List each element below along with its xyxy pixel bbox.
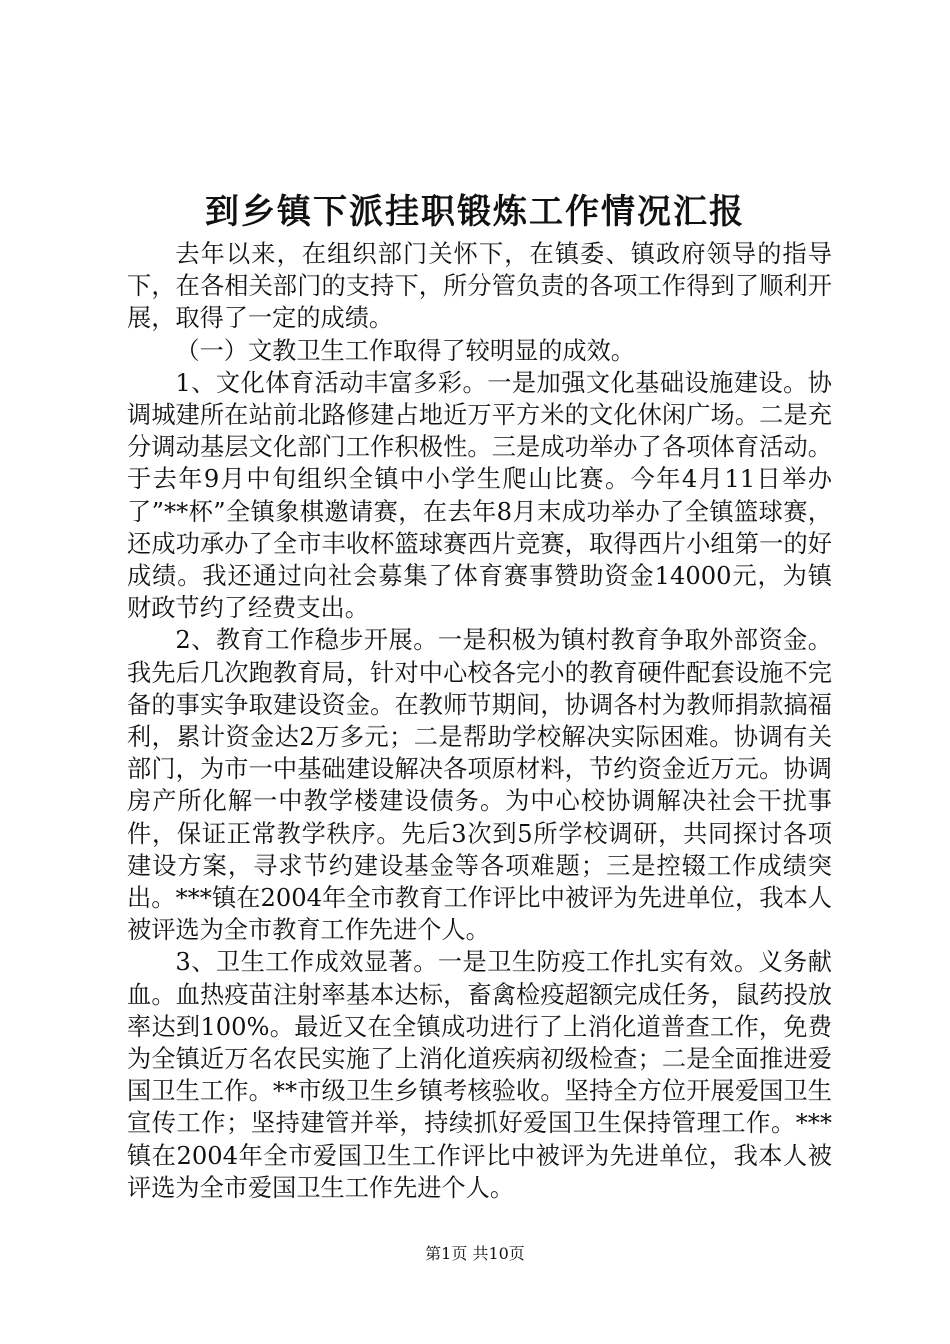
paragraph-health: 3、卫生工作成效显著。一是卫生防疫工作扎实有效。义务献血。血热疫苗注射率基本达标，畜禽检疫超额完成任务，鼠药投放率达到100%。最近又在全镇成功进行了上消化道普查工作，免费为全镇近万名农民实施了上消化道疾病初级检查；二是全面推进爱国卫生工作。**市级卫生乡镇考核验收。坚持全方位开展爱国卫生宣传工作；坚持建管并举，持续抓好爱国卫生保持管理工作。***镇在2004年全市爱国卫生工作评比中被评为先进单位，我本人被评选为全市爱国卫生工作先进个人。 [127, 948, 832, 1202]
paragraph-section-heading: （一）文教卫生工作取得了较明显的成效。 [175, 336, 635, 365]
document-title: 到乡镇下派挂职锻炼工作情况汇报 [205, 192, 745, 232]
paragraph-culture-sports: 1、文化体育活动丰富多彩。一是加强文化基础设施建设。协调城建所在站前北路修建占地近万平方米的文化休闲广场。二是充分调动基层文化部门工作积极性。三是成功举办了各项体育活动。于去年9月中旬组织全镇中小学生爬山比赛。今年4月11日举办了”**杯”全镇象棋邀请赛，在去年8月末成功举办了全镇篮球赛，还成功承办了全市丰收杯篮球赛西片竞赛，取得西片小组第一的好成绩。我还通过向社会募集了体育赛事赞助资金14000元，为镇财政节约了经费支出。 [127, 368, 832, 623]
document-body [127, 238, 832, 1204]
paragraph-intro: 去年以来，在组织部门关怀下，在镇委、镇政府领导的指导下，在各相关部门的支持下，所分管负责的各项工作得到了顺利开展，取得了一定的成绩。 [127, 240, 832, 333]
page-footer: 第1页 共10页 [425, 1244, 525, 1263]
paragraph-education: 2、教育工作稳步开展。一是积极为镇村教育争取外部资金。我先后几次跑教育局，针对中心校各完小的教育硬件配套设施不完备的事实争取建设资金。在教师节期间，协调各村为教师捐款搞福利，累计资金达2万多元；二是帮助学校解决实际困难。协调有关部门，为市一中基础建设解决各项原材料，节约资金近万元。协调房产所化解一中教学楼建设债务。为中心校协调解决社会干扰事件，保证正常教学秩序。先后3次到5所学校调研，共同探讨各项建设方案，寻求节约建设基金等各项难题；三是控辍工作成绩突出。***镇在2004年全市教育工作评比中被评为先进单位，我本人被评选为全市教育工作先进个人。 [127, 626, 832, 945]
